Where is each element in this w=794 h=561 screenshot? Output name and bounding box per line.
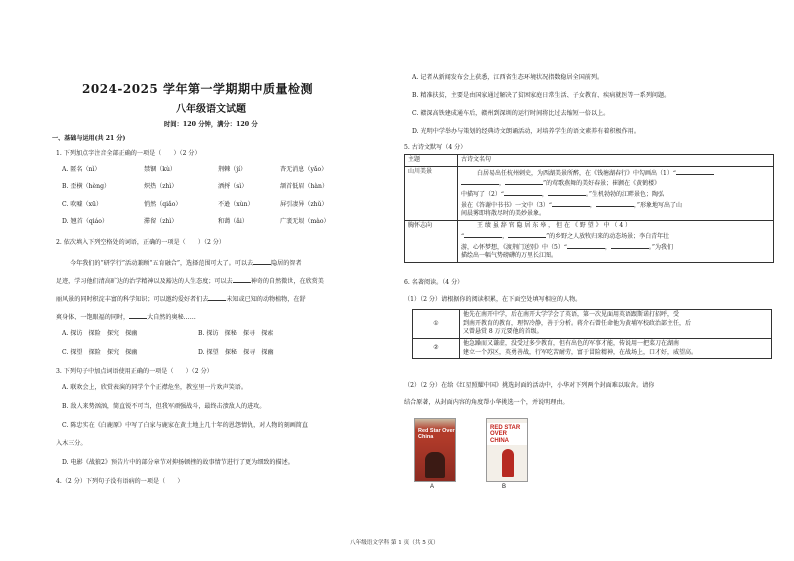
q1-option-a-3: 荆棘（jí） (218, 166, 247, 173)
q6-row2-blank: ② (413, 339, 460, 359)
q5-row1-theme: 山川美景 (405, 166, 458, 220)
cover-a-label: A (430, 484, 435, 490)
q2-stem: 2. 依次填入下列空格处的词语，正确的一项是（ ）（2 分） (56, 239, 225, 246)
q4-option-c: C. 赣深高铁建成通车后，赣州到深圳的运行时间将比过去缩短一倍以上。 (412, 110, 610, 117)
q1-option-c-2: 悄然（qiǎo） (144, 201, 182, 208)
q6-row1-content: 他先在南开中学，后在南开大学学会了英语，第一次见面用英语跟斯诺打招呼，受 到南开教育的教育，理智冷静，善于分析。蒋介石曾任命他为黄埔军校政治部主任，后 又曾悬赏 8 万元要他的首级。 (460, 310, 772, 339)
q1-option-d-3: 和蔼（ǎi） (218, 218, 248, 225)
q2-option-c: C. 探望 探险 探究 探幽 (62, 349, 138, 356)
q3-option-b: B. 敌人来势汹汹，简直锐不可当，但我军顽强战斗，最终击溃敌人的进攻。 (62, 403, 266, 410)
q5-table (404, 154, 774, 263)
q6-table (412, 309, 772, 359)
q6-row2-content: 他急躁而又谦虚，没受过多少教育，但有出色的军事才能，传说用一把菜刀在湖南 建立一个苏区，英勇善战，行军吃苦耐劳，富于冒险精神，在战场上，口才好，威望高。 (460, 339, 772, 359)
exam-title: 2024-2025 学年第一学期期中质量检测 (82, 82, 313, 96)
q3-option-d: D. 电影《战狼2》预告片中的部分章节对抑扬顿挫的故事情节进行了更为细致的描述。 (62, 459, 294, 466)
q4-stem: 4.（2 分）下列句子没有语病的一项是（ ） (56, 478, 184, 485)
q6-row1-blank: ① (413, 310, 460, 339)
q3-option-a: A. 联欢会上，欣赏表演的同学个个正襟危坐，教室里一片欢声笑语。 (62, 384, 247, 391)
q1-option-d-2: 滞留（zhì） (144, 218, 178, 225)
q1-option-d-4: 广袤无垠（mào） (280, 218, 330, 225)
cover-a-portrait (425, 452, 445, 478)
q1-option-c-1: C. 吹嘘（xū） (62, 201, 103, 208)
q2-option-b: B. 探访 探秘 探寻 探索 (198, 330, 274, 337)
q4-option-d: D. 光明中学举办与策划的经典诗文朗诵活动，对培养学生的语文素养有着积极作用。 (412, 128, 640, 135)
page-footer: 八年级语文学科 第 1 页（共 5 页） (350, 540, 439, 546)
book-cover-a-image (414, 418, 456, 482)
exam-subtitle: 八年级语文试题 (176, 104, 246, 115)
q5-stem: 5. 古诗文默写（4 分） (404, 144, 467, 151)
q1-option-b-1: B. 歪横（hèng） (62, 183, 111, 190)
q6-sub1: （1）（2 分）请根据你的阅读积累，在下面空处填写相应的人物。 (404, 296, 582, 303)
section-heading: 一、基础与运用(共 21 分) (52, 135, 126, 142)
q6-stem: 6. 名著阅读。（4 分） (404, 279, 464, 286)
q2-passage-line: 爽身体、一饱眼福的同时， 大自然的奥秘…… (56, 314, 196, 321)
q3-option-c: C. 陈忠实在《白鹿原》中写了白家与鹿家在黄土地上几十年的恩怨情仇，对人物的刻画简直 (62, 422, 308, 429)
cover-b-label: B (502, 484, 507, 490)
cover-b-title: RED STAR OVER CHINA (490, 425, 521, 444)
q1-stem: 1. 下列加点字注音全部正确的一项是（ ）（2 分） (56, 150, 201, 157)
q1-option-b-3: 洒捋（sì） (218, 183, 248, 190)
q4-option-a: A. 记者从新闻发布会上获悉，江西省生态环境状况指数稳居全国前列。 (412, 74, 604, 81)
q2-option-d: D. 探望 探秘 探寻 探幽 (198, 349, 274, 356)
cover-a-title: Red Star Over China (418, 428, 455, 440)
q1-option-c-4: 屏引凄异（zhǔ） (280, 201, 328, 208)
q1-option-a-1: A. 匿名（nì） (62, 166, 101, 173)
q2-passage-line: 足迹，学习他们清高旷达的治学精神以及豁达的人生态度；可以去 神奇的自然微世，在欣赏美 (56, 278, 324, 285)
q5-row2-theme: 胸怀志向 (405, 221, 458, 263)
book-cover-b-image (486, 418, 528, 482)
q3-option-c-cont: 入木三分。 (56, 440, 87, 447)
cover-b-bugler-figure (502, 449, 514, 477)
q1-option-d-1: D. 翘首（qiáo） (62, 218, 109, 225)
exam-meta: 时间：120 分钟，满分：120 分 (164, 121, 258, 128)
q2-passage-line: 丽风景的同时积淀丰富的科学知识；可以邀约爱好者们去 未知或已知的动物植物，在舒 (56, 296, 306, 303)
q5-row2-content: 王 绩 虽 辞 官 隐 居 东 皋 ， 但 在 《 野 望 》 中 （ 4 ） “ ， ”的乡野之人放牧归来的动态场景；李白青年壮 游，心怀梦想，《渡荆门送别》中（5）“ ， 。”为我们 描绘出一幅气势磅礴的万里长江图。 (458, 221, 774, 263)
q5-row1-content: 白居易出任杭州刺史，为西湖美景所醉，在《钱塘湖春行》中勾画出（1）“ ， ”的莺歌燕舞的美好春景；崔颢在《黄鹤楼》 中描写了（2）“ ， 。”生机勃勃的江畔景色；陶弘 景在《答谢中书书》一文中（3）“ ， ，”形象地写出了山 间晨雾即将散尽时的美妙景象。 (458, 166, 774, 220)
q2-option-a: A. 探访 探险 探究 探幽 (62, 330, 138, 337)
q1-option-a-4: 杳无消息（yǎo） (280, 166, 328, 173)
q3-stem: 3. 下列句子中加点词语使用正确的一项是（ ）（2 分） (56, 368, 213, 375)
q4-option-b: B. 精准扶贫，主要是由国家通过解决了贫困家庭日常生活、子女教育、疾病就医等一系列问题。 (412, 92, 671, 99)
q5-header-theme: 主题 (405, 155, 458, 167)
q1-option-b-2: 炽热（zhì） (144, 183, 178, 190)
q1-option-b-4: 颔首低眉（hàn） (280, 183, 329, 190)
q1-option-c-3: 不逊（xùn） (218, 201, 254, 208)
q6-sub2: （2）（2 分）在给《红星照耀中国》挑选封面的活动中，小华对下列两个封面难以取舍。请你 (404, 382, 655, 389)
q1-option-a-2: 禁锢（kù） (144, 166, 176, 173)
q5-header-lines: 古诗文名句 (458, 155, 774, 167)
q2-passage-line: 今年我们的“研学行”活动兼顾“五育融合”，选择范围可大了。可以去 隐居的智者 (70, 260, 302, 267)
q6-sub2-cont: 结合原著，从封面内容的角度帮小华挑选一个，并说明理由。 (404, 399, 569, 406)
